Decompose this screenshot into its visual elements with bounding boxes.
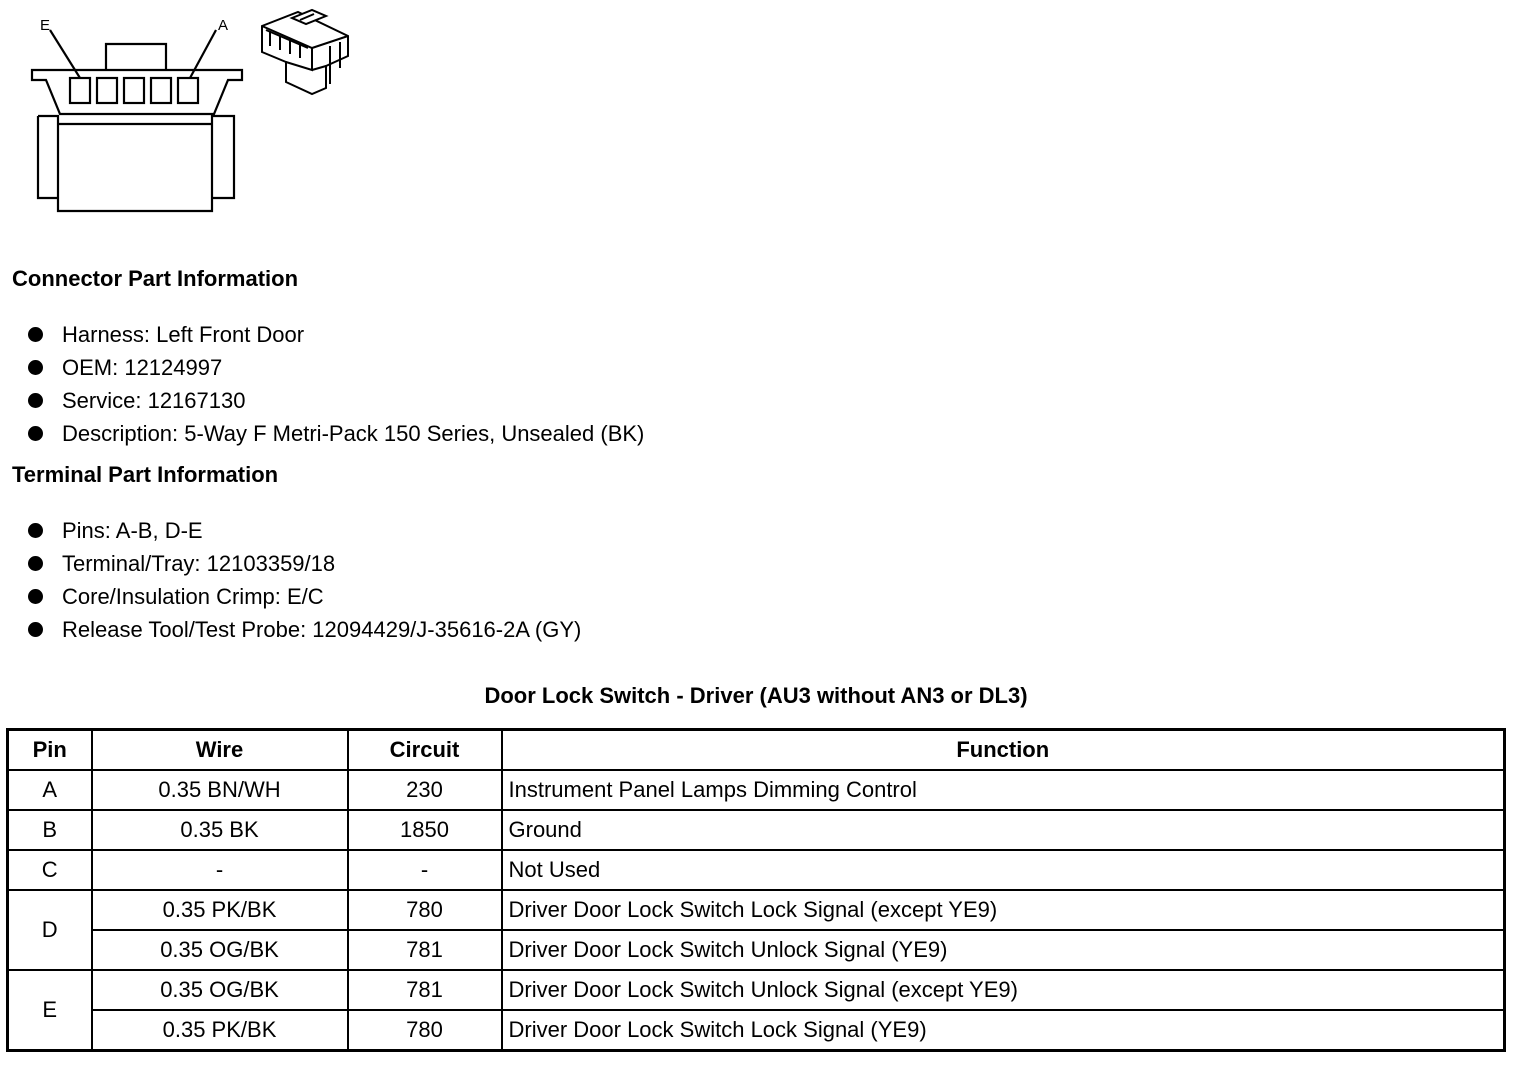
cell-wire: 0.35 BN/WH [92,770,348,810]
cell-wire: 0.35 BK [92,810,348,850]
table-row [8,1010,1505,1051]
bullet-icon [28,622,43,637]
cell-function: Not Used [502,850,1505,890]
bullet-icon [28,426,43,441]
bullet-icon [28,523,43,538]
table-row [8,770,1505,810]
list-item-text: Harness: Left Front Door [62,322,305,347]
bullet-icon [28,556,43,571]
cell-function: Driver Door Lock Switch Unlock Signal (except YE9) [502,970,1505,1010]
cell-pin: B [8,810,92,850]
list-item [28,613,581,646]
cell-circuit: 781 [348,930,502,970]
cell-circuit: 780 [348,890,502,930]
connector-isometric-drawing [256,6,356,96]
cell-circuit: - [348,850,502,890]
table-row [8,850,1505,890]
list-item-text: Release Tool/Test Probe: 12094429/J-35616-2A (GY) [62,617,582,642]
cell-wire: 0.35 PK/BK [92,890,348,930]
cell-pin: E [8,970,92,1051]
list-item-text: Core/Insulation Crimp: E/C [62,584,324,609]
table-header-row [8,730,1505,771]
list-item-text: OEM: 12124997 [62,355,223,380]
table-title: Door Lock Switch - Driver (AU3 without AN3 or DL3) [484,683,1028,708]
bullet-icon [28,589,43,604]
cell-function: Driver Door Lock Switch Lock Signal (YE9) [502,1010,1505,1051]
terminal-part-heading: Terminal Part Information [12,462,279,487]
connector-part-list [28,318,644,450]
list-item-text: Pins: A-B, D-E [62,518,203,543]
list-item [28,547,581,580]
list-item-text: Service: 12167130 [62,388,246,413]
bullet-icon [28,393,43,408]
cell-function: Driver Door Lock Switch Lock Signal (except YE9) [502,890,1505,930]
cell-pin: A [8,770,92,810]
list-item [28,514,581,547]
cavity-label-a: A [218,17,229,34]
header-wire: Wire [92,730,348,771]
cell-pin: D [8,890,92,970]
table-row [8,890,1505,930]
cell-pin: C [8,850,92,890]
list-item-text: Description: 5-Way F Metri-Pack 150 Series, Unsealed (BK) [62,421,645,446]
cell-function: Driver Door Lock Switch Unlock Signal (YE9) [502,930,1505,970]
cell-circuit: 780 [348,1010,502,1051]
cell-wire: 0.35 OG/BK [92,970,348,1010]
list-item [28,580,581,613]
header-pin: Pin [8,730,92,771]
cell-wire: 0.35 PK/BK [92,1010,348,1051]
cavity-label-e: E [40,17,51,34]
table-row [8,970,1505,1010]
pinout-table [6,728,1506,1052]
cell-function: Instrument Panel Lamps Dimming Control [502,770,1505,810]
cell-circuit: 781 [348,970,502,1010]
list-item [28,351,644,384]
connector-face-drawing [20,8,260,223]
list-item [28,318,644,351]
cell-circuit: 1850 [348,810,502,850]
cell-circuit: 230 [348,770,502,810]
table-row [8,810,1505,850]
cell-wire: 0.35 OG/BK [92,930,348,970]
list-item-text: Terminal/Tray: 12103359/18 [62,551,336,576]
terminal-part-list [28,514,581,646]
list-item [28,417,644,450]
header-function: Function [502,730,1505,771]
connector-part-heading: Connector Part Information [12,266,299,291]
cell-wire: - [92,850,348,890]
bullet-icon [28,360,43,375]
list-item [28,384,644,417]
header-circuit: Circuit [348,730,502,771]
table-row [8,930,1505,970]
bullet-icon [28,327,43,342]
cell-function: Ground [502,810,1505,850]
